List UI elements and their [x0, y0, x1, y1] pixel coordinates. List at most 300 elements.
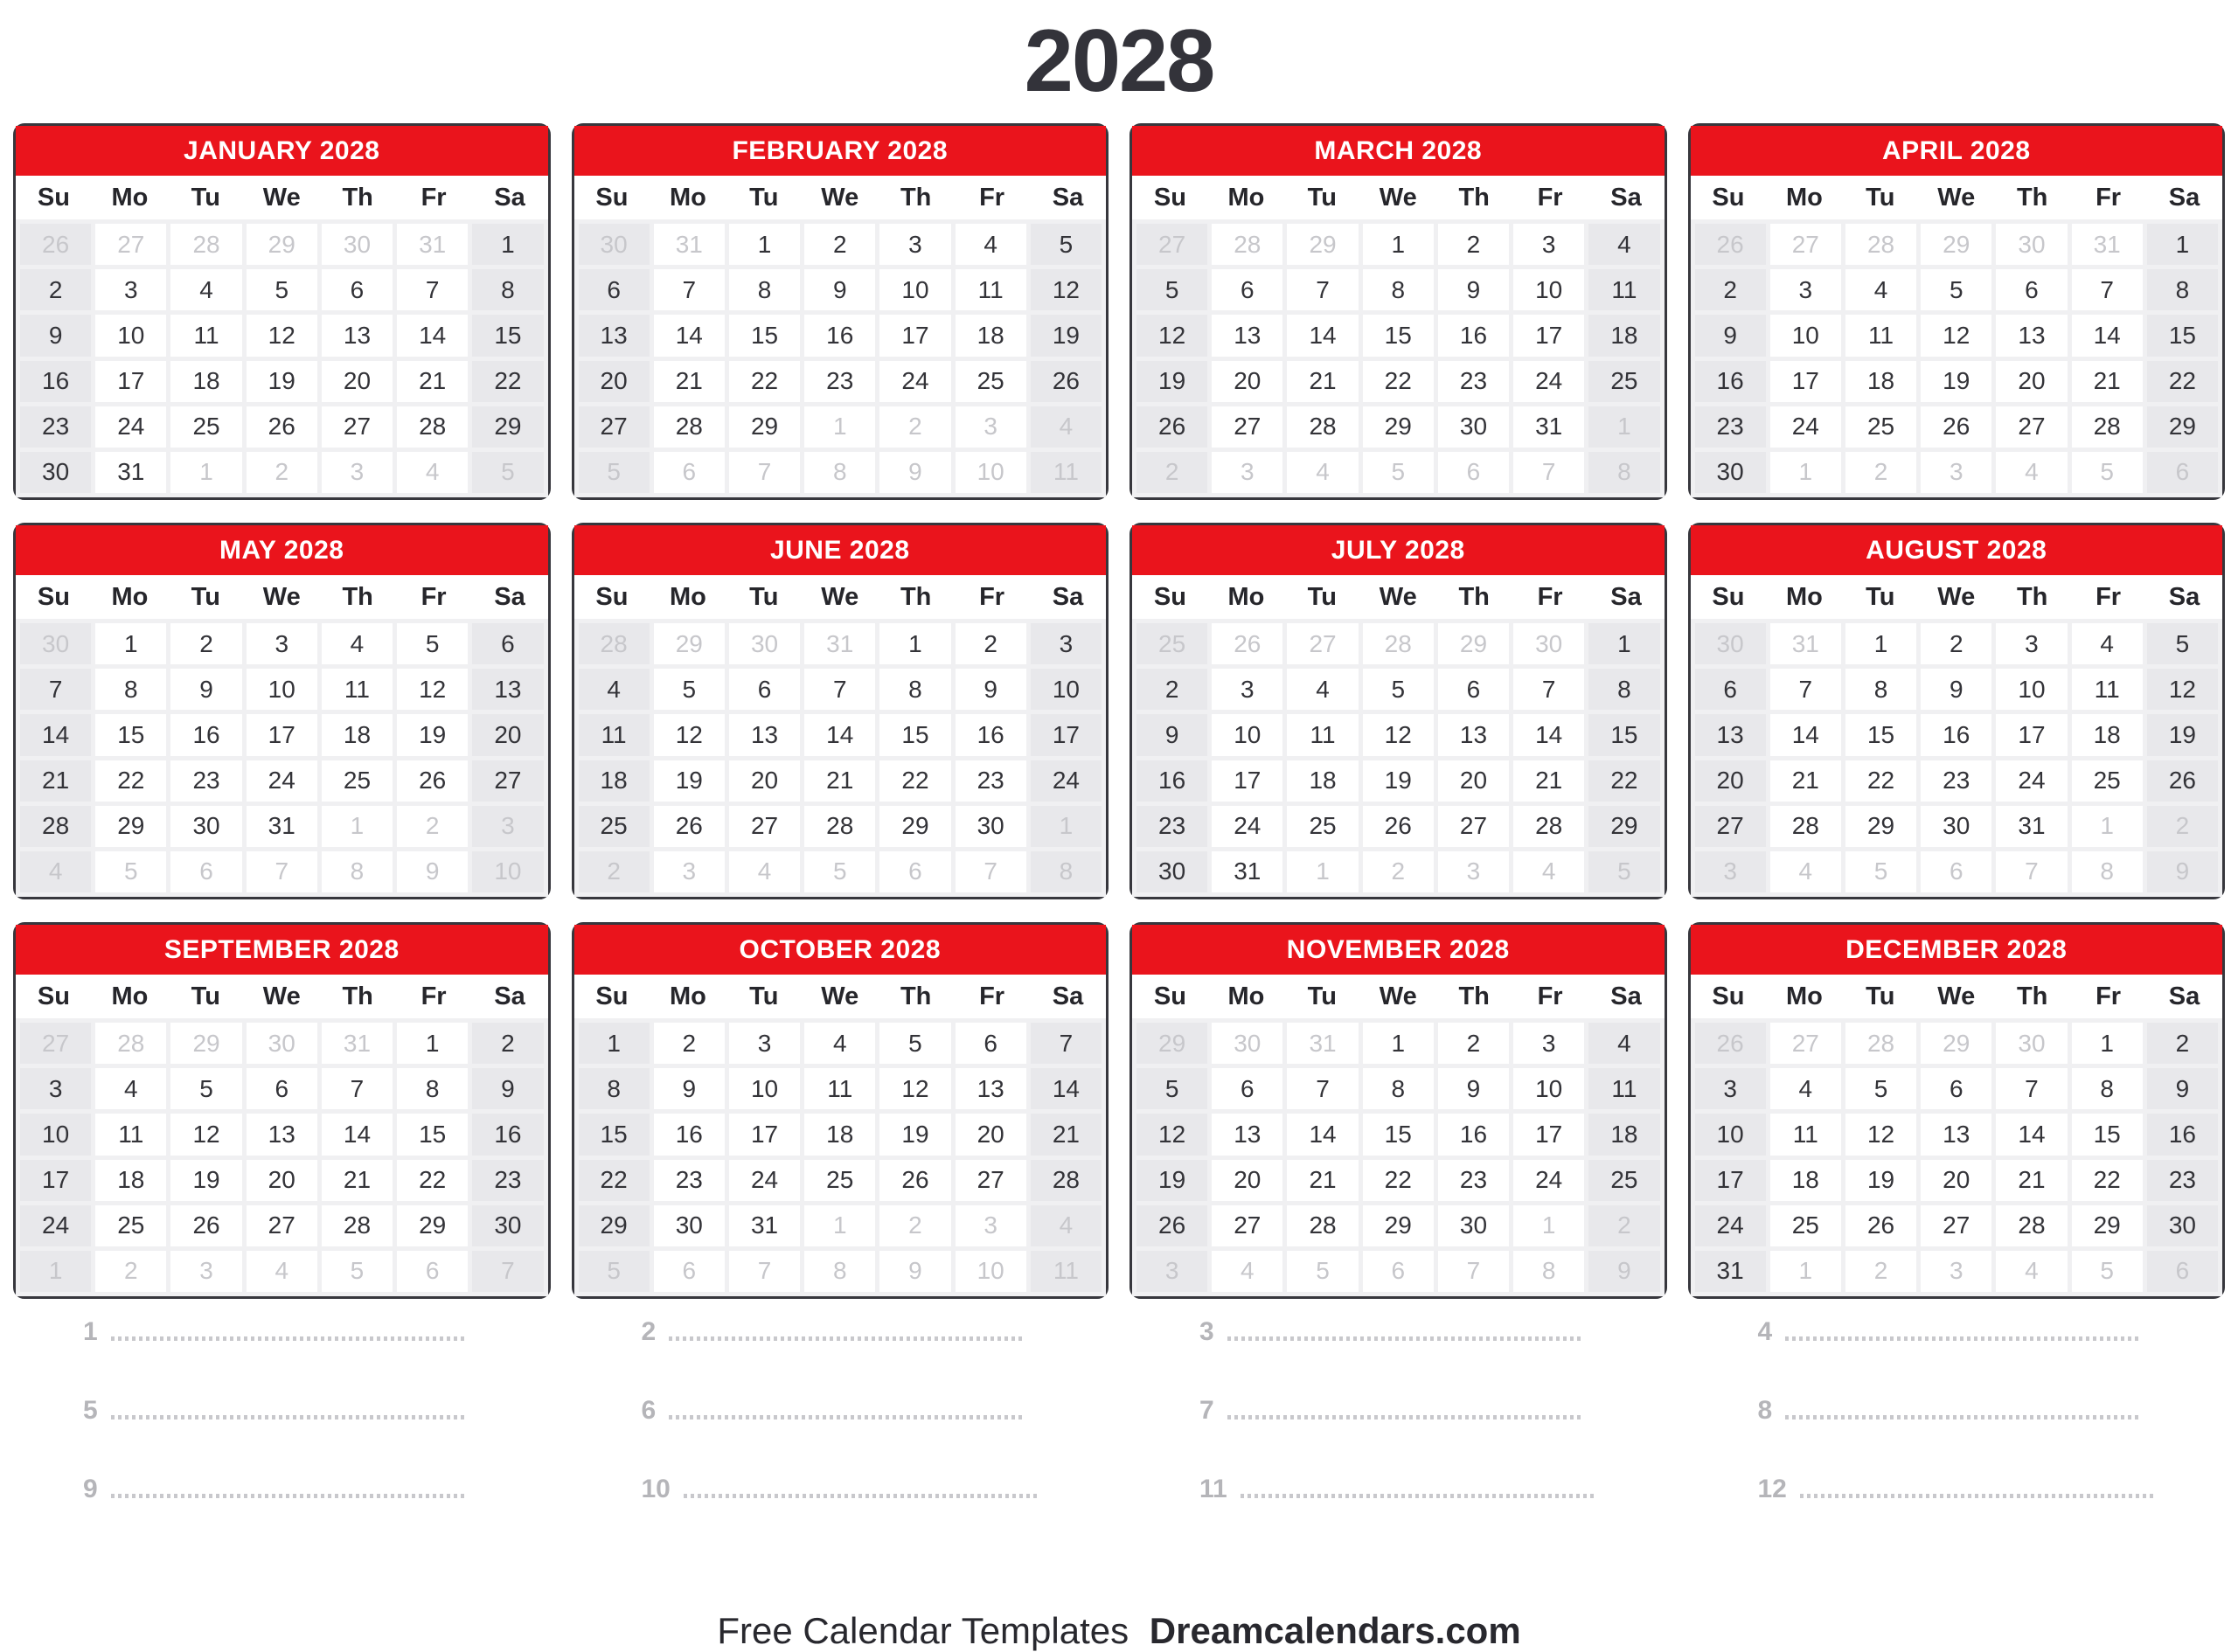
date-cell: 5	[247, 269, 317, 310]
date-cell: 26	[2147, 760, 2218, 802]
date-cell: 20	[1212, 361, 1282, 402]
date-cell: 3	[654, 851, 725, 892]
note-dotted-line	[669, 1336, 1024, 1341]
date-cell: 8	[579, 1068, 650, 1109]
date-cell: 16	[1695, 361, 1766, 402]
weekday-label: Tu	[1866, 582, 1895, 611]
date-cell: 7	[472, 1251, 543, 1292]
date-cell: 29	[2072, 1205, 2143, 1246]
date-cell: 2	[95, 1251, 166, 1292]
date-cell: 9	[956, 669, 1026, 710]
date-cell: 15	[1845, 714, 1916, 755]
date-cell: 10	[472, 851, 543, 892]
date-cell: 21	[1287, 1160, 1358, 1201]
date-cell: 26	[1136, 1205, 1207, 1246]
date-cell: 2	[170, 623, 241, 664]
date-cell: 8	[804, 452, 875, 493]
date-cell: 13	[956, 1068, 1026, 1109]
date-cell: 25	[1588, 1160, 1659, 1201]
weekday-label: Th	[900, 582, 932, 611]
date-cell: 2	[579, 851, 650, 892]
date-cell: 29	[1363, 406, 1434, 448]
date-cell: 26	[1363, 806, 1434, 847]
date-cell: 31	[729, 1205, 800, 1246]
weekday-label: We	[1937, 183, 1976, 212]
note-number: 8	[1757, 1396, 1773, 1425]
date-cell: 21	[1996, 1160, 2067, 1201]
date-cell: 21	[1770, 760, 1841, 802]
note-dotted-line	[669, 1415, 1024, 1419]
month-title: DECEMBER 2028	[1691, 925, 2223, 975]
date-cell: 29	[170, 1023, 241, 1064]
date-cell: 7	[20, 669, 91, 710]
date-cell: 29	[1588, 806, 1659, 847]
date-cell: 30	[1996, 1023, 2067, 1064]
date-cell: 18	[579, 760, 650, 802]
date-cell: 3	[95, 269, 166, 310]
month-card	[572, 922, 1109, 1299]
date-cell: 17	[879, 315, 950, 356]
date-cell: 7	[654, 269, 725, 310]
date-cell: 8	[729, 269, 800, 310]
date-cell: 17	[1770, 361, 1841, 402]
date-cell: 25	[579, 806, 650, 847]
date-cell: 17	[1031, 714, 1102, 755]
date-cell: 8	[2072, 851, 2143, 892]
date-cell: 8	[1363, 1068, 1434, 1109]
date-cell: 8	[322, 851, 393, 892]
date-cell: 22	[879, 760, 950, 802]
date-cell: 29	[1921, 1023, 1991, 1064]
date-cell: 19	[170, 1160, 241, 1201]
date-cell: 24	[1996, 760, 2067, 802]
date-cell: 31	[1513, 406, 1584, 448]
month-card	[13, 922, 551, 1299]
date-cell: 12	[247, 315, 317, 356]
date-cell: 19	[2147, 714, 2218, 755]
date-cell: 6	[1212, 269, 1282, 310]
weekday-label: Fr	[1537, 982, 1563, 1010]
date-cell: 2	[654, 1023, 725, 1064]
date-cell: 30	[654, 1205, 725, 1246]
date-cell: 2	[1438, 1023, 1509, 1064]
date-cell: 1	[729, 224, 800, 265]
date-cell: 2	[1921, 623, 1991, 664]
date-cell: 20	[1438, 760, 1509, 802]
date-cell: 9	[654, 1068, 725, 1109]
date-cell: 7	[1031, 1023, 1102, 1064]
date-cell: 10	[1031, 669, 1102, 710]
date-cell: 16	[2147, 1114, 2218, 1155]
date-cell: 1	[2072, 806, 2143, 847]
month-title: SEPTEMBER 2028	[16, 925, 548, 975]
date-cell: 2	[2147, 806, 2218, 847]
date-cell: 30	[1438, 406, 1509, 448]
month-card	[1129, 922, 1667, 1299]
date-cell: 25	[1136, 623, 1207, 664]
date-cell: 30	[1695, 623, 1766, 664]
date-cell: 28	[1770, 806, 1841, 847]
weekday-label: Sa	[1610, 183, 1642, 212]
date-cell: 14	[322, 1114, 393, 1155]
date-cell: 7	[1513, 669, 1584, 710]
month-title: JUNE 2028	[574, 525, 1107, 575]
weekday-label: Tu	[1307, 582, 1337, 611]
date-cell: 25	[1770, 1205, 1841, 1246]
note-dotted-line	[111, 1415, 466, 1419]
date-cell: 3	[247, 623, 317, 664]
date-cell: 14	[1287, 315, 1358, 356]
weekday-label: Th	[2016, 183, 2048, 212]
date-cell: 27	[1770, 1023, 1841, 1064]
date-cell: 4	[20, 851, 91, 892]
weekday-label: Fr	[979, 982, 1005, 1010]
date-cell: 1	[170, 452, 241, 493]
date-cell: 18	[322, 714, 393, 755]
date-cell: 6	[654, 1251, 725, 1292]
date-cell: 5	[170, 1068, 241, 1109]
date-cell: 10	[95, 315, 166, 356]
date-cell: 29	[879, 806, 950, 847]
weekday-label: Mo	[1785, 982, 1823, 1010]
date-cell: 1	[879, 623, 950, 664]
date-grid	[16, 619, 548, 897]
weekday-header-row	[1691, 975, 2223, 1018]
date-cell: 13	[1695, 714, 1766, 755]
date-cell: 19	[1845, 1160, 1916, 1201]
date-cell: 9	[1438, 1068, 1509, 1109]
weekday-label: Sa	[1052, 582, 1084, 611]
date-cell: 20	[1695, 760, 1766, 802]
note-line	[1688, 1318, 2226, 1346]
date-cell: 29	[729, 406, 800, 448]
date-cell: 6	[1363, 1251, 1434, 1292]
date-cell: 3	[1770, 269, 1841, 310]
date-cell: 16	[1136, 760, 1207, 802]
date-cell: 9	[1588, 1251, 1659, 1292]
date-cell: 12	[1136, 1114, 1207, 1155]
date-cell: 27	[1770, 224, 1841, 265]
date-cell: 16	[956, 714, 1026, 755]
date-cell: 28	[1363, 623, 1434, 664]
date-cell: 10	[1513, 269, 1584, 310]
date-cell: 6	[170, 851, 241, 892]
date-cell: 9	[879, 1251, 950, 1292]
date-cell: 2	[2147, 1023, 2218, 1064]
date-cell: 8	[1588, 669, 1659, 710]
note-line	[572, 1397, 1109, 1425]
footer	[0, 1610, 2238, 1652]
weekday-label: Su	[1712, 183, 1745, 212]
date-cell: 18	[956, 315, 1026, 356]
weekday-label: Sa	[2168, 982, 2200, 1010]
date-cell: 22	[1588, 760, 1659, 802]
date-cell: 27	[322, 406, 393, 448]
weekday-label: We	[1937, 582, 1976, 611]
date-cell: 1	[579, 1023, 650, 1064]
date-cell: 4	[1996, 452, 2067, 493]
date-cell: 6	[397, 1251, 468, 1292]
date-cell: 5	[2072, 1251, 2143, 1292]
date-cell: 20	[1212, 1160, 1282, 1201]
date-cell: 27	[247, 1205, 317, 1246]
weekday-label: Sa	[494, 582, 525, 611]
weekday-label: Th	[2016, 582, 2048, 611]
date-cell: 1	[1363, 224, 1434, 265]
date-cell: 23	[1921, 760, 1991, 802]
weekday-label: Mo	[1227, 582, 1265, 611]
date-cell: 30	[579, 224, 650, 265]
date-cell: 29	[247, 224, 317, 265]
note-dotted-line	[111, 1336, 466, 1341]
date-cell: 16	[472, 1114, 543, 1155]
date-cell: 7	[1996, 851, 2067, 892]
month-card	[1129, 523, 1667, 899]
date-cell: 9	[879, 452, 950, 493]
date-cell: 15	[1363, 1114, 1434, 1155]
date-cell: 4	[1287, 452, 1358, 493]
note-dotted-line	[111, 1494, 466, 1498]
date-cell: 25	[322, 760, 393, 802]
date-cell: 19	[1136, 1160, 1207, 1201]
date-cell: 30	[247, 1023, 317, 1064]
date-cell: 31	[1695, 1251, 1766, 1292]
date-cell: 24	[1770, 406, 1841, 448]
weekday-label: We	[1379, 183, 1417, 212]
date-cell: 4	[1588, 1023, 1659, 1064]
date-cell: 25	[804, 1160, 875, 1201]
weekday-header-row	[574, 975, 1107, 1018]
date-cell: 24	[1212, 806, 1282, 847]
date-cell: 28	[1513, 806, 1584, 847]
date-cell: 30	[1695, 452, 1766, 493]
date-cell: 3	[729, 1023, 800, 1064]
weekday-header-row	[1132, 575, 1665, 619]
weekday-label: Mo	[111, 982, 149, 1010]
date-cell: 27	[1212, 406, 1282, 448]
date-cell: 6	[1996, 269, 2067, 310]
date-cell: 3	[1136, 1251, 1207, 1292]
weekday-label: Fr	[979, 582, 1005, 611]
date-cell: 4	[1287, 669, 1358, 710]
date-cell: 11	[1770, 1114, 1841, 1155]
date-cell: 24	[1513, 1160, 1584, 1201]
date-cell: 28	[1031, 1160, 1102, 1201]
weekday-label: Sa	[1610, 582, 1642, 611]
weekday-label: Tu	[749, 982, 779, 1010]
date-cell: 14	[20, 714, 91, 755]
date-cell: 6	[1212, 1068, 1282, 1109]
date-cell: 4	[170, 269, 241, 310]
date-cell: 20	[472, 714, 543, 755]
date-cell: 30	[322, 224, 393, 265]
date-cell: 16	[1438, 1114, 1509, 1155]
weekday-label: Mo	[669, 183, 706, 212]
date-cell: 6	[2147, 452, 2218, 493]
date-cell: 28	[804, 806, 875, 847]
date-cell: 6	[579, 269, 650, 310]
weekday-header-row	[16, 975, 548, 1018]
weekday-label: Th	[1458, 183, 1490, 212]
weekday-label: Th	[1458, 982, 1490, 1010]
weekday-label: Mo	[111, 183, 149, 212]
date-cell: 11	[1031, 1251, 1102, 1292]
date-cell: 2	[956, 623, 1026, 664]
month-title: OCTOBER 2028	[574, 925, 1107, 975]
date-cell: 9	[1136, 714, 1207, 755]
date-cell: 25	[1845, 406, 1916, 448]
weekday-label: Su	[1153, 982, 1186, 1010]
date-cell: 15	[729, 315, 800, 356]
date-cell: 10	[1513, 1068, 1584, 1109]
date-cell: 21	[1031, 1114, 1102, 1155]
weekday-label: We	[262, 183, 301, 212]
weekday-label: Tu	[191, 982, 220, 1010]
date-cell: 3	[956, 1205, 1026, 1246]
date-cell: 1	[397, 1023, 468, 1064]
weekday-label: Mo	[669, 582, 706, 611]
weekday-label: Mo	[1227, 183, 1265, 212]
weekday-label: Th	[2016, 982, 2048, 1010]
weekday-label: We	[821, 183, 859, 212]
date-cell: 17	[20, 1160, 91, 1201]
date-cell: 27	[1695, 806, 1766, 847]
date-cell: 28	[1845, 1023, 1916, 1064]
date-cell: 5	[1845, 851, 1916, 892]
date-cell: 29	[579, 1205, 650, 1246]
weekday-label: We	[262, 582, 301, 611]
date-cell: 11	[322, 669, 393, 710]
date-cell: 10	[879, 269, 950, 310]
date-cell: 4	[1031, 1205, 1102, 1246]
date-cell: 27	[95, 224, 166, 265]
date-cell: 9	[2147, 851, 2218, 892]
date-cell: 22	[472, 361, 543, 402]
note-line	[1129, 1318, 1667, 1346]
date-cell: 5	[804, 851, 875, 892]
weekday-label: Fr	[2096, 183, 2122, 212]
date-cell: 13	[1438, 714, 1509, 755]
date-cell: 28	[95, 1023, 166, 1064]
date-cell: 2	[247, 452, 317, 493]
date-cell: 8	[397, 1068, 468, 1109]
date-cell: 27	[1287, 623, 1358, 664]
date-cell: 21	[20, 760, 91, 802]
date-cell: 18	[804, 1114, 875, 1155]
date-cell: 28	[1996, 1205, 2067, 1246]
date-cell: 13	[472, 669, 543, 710]
date-cell: 25	[95, 1205, 166, 1246]
date-cell: 7	[1438, 1251, 1509, 1292]
date-cell: 22	[1363, 1160, 1434, 1201]
month-card	[13, 523, 551, 899]
date-cell: 1	[804, 406, 875, 448]
date-cell: 25	[956, 361, 1026, 402]
date-cell: 18	[1588, 1114, 1659, 1155]
date-cell: 5	[654, 669, 725, 710]
month-title: JULY 2028	[1132, 525, 1665, 575]
date-cell: 9	[20, 315, 91, 356]
month-title: APRIL 2028	[1691, 126, 2223, 176]
date-cell: 7	[1513, 452, 1584, 493]
date-cell: 31	[247, 806, 317, 847]
date-cell: 12	[1363, 714, 1434, 755]
date-cell: 7	[2072, 269, 2143, 310]
date-cell: 10	[956, 1251, 1026, 1292]
date-cell: 17	[247, 714, 317, 755]
date-cell: 13	[1921, 1114, 1991, 1155]
date-cell: 26	[247, 406, 317, 448]
weekday-header-row	[16, 575, 548, 619]
weekday-label: Sa	[1052, 183, 1084, 212]
date-grid	[574, 219, 1107, 497]
date-cell: 5	[1136, 1068, 1207, 1109]
date-cell: 2	[472, 1023, 543, 1064]
date-cell: 30	[20, 623, 91, 664]
date-cell: 5	[1287, 1251, 1358, 1292]
month-card	[1688, 523, 2226, 899]
note-line	[572, 1318, 1109, 1346]
date-cell: 1	[1770, 1251, 1841, 1292]
date-cell: 28	[1845, 224, 1916, 265]
date-cell: 26	[397, 760, 468, 802]
date-cell: 16	[170, 714, 241, 755]
date-cell: 19	[1921, 361, 1991, 402]
date-cell: 20	[956, 1114, 1026, 1155]
weekday-label: Tu	[749, 582, 779, 611]
date-cell: 4	[397, 452, 468, 493]
date-cell: 7	[956, 851, 1026, 892]
date-cell: 28	[579, 623, 650, 664]
date-cell: 7	[1770, 669, 1841, 710]
date-cell: 11	[95, 1114, 166, 1155]
date-grid	[1691, 619, 2223, 897]
date-grid	[1132, 1018, 1665, 1296]
date-cell: 6	[1921, 1068, 1991, 1109]
date-cell: 26	[1921, 406, 1991, 448]
month-card	[572, 123, 1109, 500]
date-cell: 11	[1031, 452, 1102, 493]
date-cell: 21	[322, 1160, 393, 1201]
date-cell: 4	[1588, 224, 1659, 265]
note-dotted-line	[684, 1494, 1039, 1498]
date-cell: 13	[1996, 315, 2067, 356]
date-cell: 4	[1031, 406, 1102, 448]
date-cell: 5	[579, 452, 650, 493]
date-cell: 25	[170, 406, 241, 448]
date-cell: 2	[1136, 452, 1207, 493]
date-cell: 3	[322, 452, 393, 493]
date-cell: 26	[1136, 406, 1207, 448]
date-cell: 23	[956, 760, 1026, 802]
footer-brand-link[interactable]: Dreamcalendars.com	[1149, 1610, 1521, 1651]
date-grid	[1132, 619, 1665, 897]
weekday-label: Mo	[111, 582, 149, 611]
date-cell: 29	[472, 406, 543, 448]
date-cell: 31	[2072, 224, 2143, 265]
date-cell: 18	[1287, 760, 1358, 802]
date-cell: 28	[1212, 224, 1282, 265]
date-cell: 2	[804, 224, 875, 265]
weekday-label: Su	[1153, 183, 1186, 212]
date-cell: 29	[1845, 806, 1916, 847]
date-cell: 11	[1588, 1068, 1659, 1109]
date-cell: 8	[1588, 452, 1659, 493]
date-cell: 16	[804, 315, 875, 356]
date-cell: 29	[397, 1205, 468, 1246]
note-number: 7	[1199, 1396, 1214, 1425]
date-cell: 4	[1212, 1251, 1282, 1292]
